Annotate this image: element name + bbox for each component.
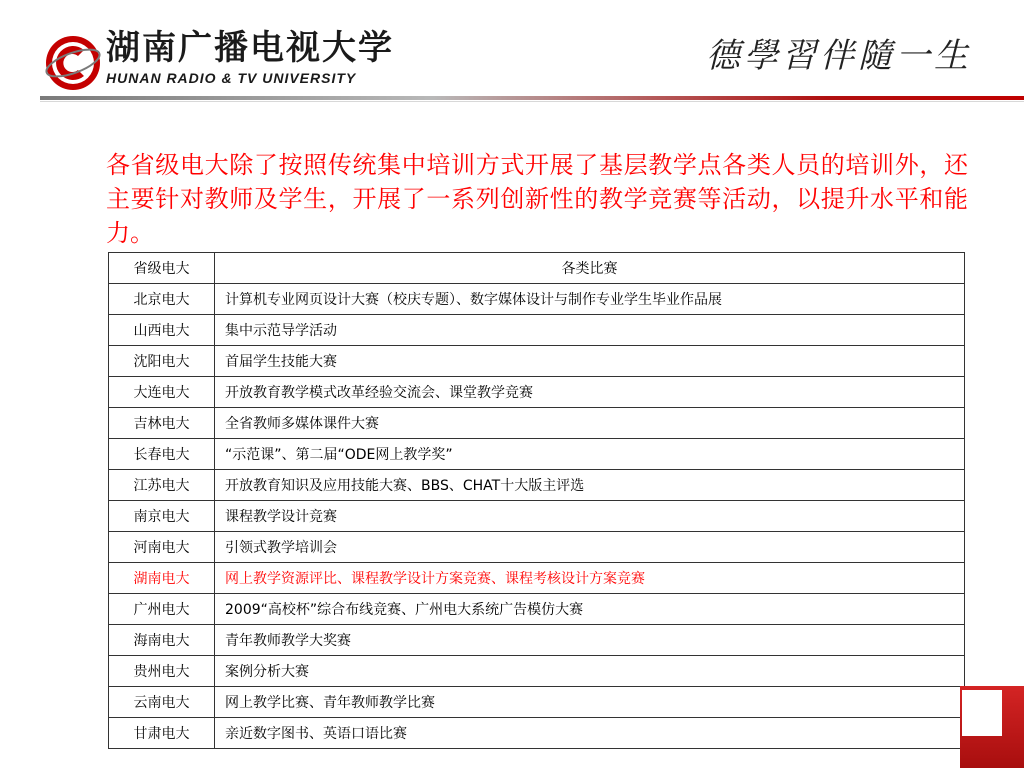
cell-contest: 集中示范导学活动 xyxy=(215,315,965,346)
cell-contest: 计算机专业网页设计大赛（校庆专题）、数字媒体设计与制作专业学生毕业作品展 xyxy=(215,284,965,315)
cell-province: 湖南电大 xyxy=(109,563,215,594)
table-body xyxy=(109,284,965,749)
intro-paragraph: 各省级电大除了按照传统集中培训方式开展了基层教学点各类人员的培训外，还主要针对教师及学生，开展了一系列创新性的教学竞赛等活动，以提升水平和能力。 xyxy=(106,151,968,247)
cell-province: 北京电大 xyxy=(109,284,215,315)
cell-contest: 引领式教学培训会 xyxy=(215,532,965,563)
cell-province: 云南电大 xyxy=(109,687,215,718)
motto-text: 德學習伴隨一生 xyxy=(706,36,972,76)
column-header-province: 省级电大 xyxy=(109,253,215,284)
table-row xyxy=(109,408,965,439)
cell-contest: “示范课”、第二届“ODE网上教学奖” xyxy=(215,439,965,470)
cell-province: 沈阳电大 xyxy=(109,346,215,377)
cell-province: 江苏电大 xyxy=(109,470,215,501)
table-row xyxy=(109,687,965,718)
cell-province: 贵州电大 xyxy=(109,656,215,687)
corner-decoration-inner xyxy=(962,690,1002,736)
cell-province: 海南电大 xyxy=(109,625,215,656)
table-row xyxy=(109,284,965,315)
school-name-en: HUNAN RADIO & TV UNIVERSITY xyxy=(106,70,357,86)
contest-table-container xyxy=(108,252,964,749)
column-header-contest: 各类比赛 xyxy=(215,253,965,284)
table-row xyxy=(109,377,965,408)
cell-province: 广州电大 xyxy=(109,594,215,625)
table-row xyxy=(109,315,965,346)
cell-province: 长春电大 xyxy=(109,439,215,470)
header-divider-thin xyxy=(40,101,1024,102)
slide-header xyxy=(0,0,1024,100)
motto-banner xyxy=(698,22,972,88)
cell-contest: 案例分析大赛 xyxy=(215,656,965,687)
table-row xyxy=(109,501,965,532)
table-row xyxy=(109,470,965,501)
cell-contest: 首届学生技能大赛 xyxy=(215,346,965,377)
cell-province: 河南电大 xyxy=(109,532,215,563)
cell-contest: 亲近数字图书、英语口语比赛 xyxy=(215,718,965,749)
table-header-row xyxy=(109,253,965,284)
header-divider xyxy=(40,96,1024,100)
cell-contest: 课程教学设计竞赛 xyxy=(215,501,965,532)
cell-contest: 青年教师教学大奖赛 xyxy=(215,625,965,656)
cell-contest: 网上教学比赛、青年教师教学比赛 xyxy=(215,687,965,718)
contest-table xyxy=(108,252,965,749)
cell-province: 山西电大 xyxy=(109,315,215,346)
table-row xyxy=(109,718,965,749)
table-row xyxy=(109,656,965,687)
cell-contest: 网上教学资源评比、课程教学设计方案竞赛、课程考核设计方案竞赛 xyxy=(215,563,965,594)
table-row xyxy=(109,532,965,563)
table-row xyxy=(109,563,965,594)
school-name-cn: 湖南广播电视大学 xyxy=(106,28,394,68)
cell-province: 吉林电大 xyxy=(109,408,215,439)
cell-province: 甘肃电大 xyxy=(109,718,215,749)
table-row xyxy=(109,594,965,625)
cell-contest: 全省教师多媒体课件大赛 xyxy=(215,408,965,439)
cell-province: 大连电大 xyxy=(109,377,215,408)
cell-contest: 开放教育知识及应用技能大赛、BBS、CHAT十大版主评选 xyxy=(215,470,965,501)
table-row xyxy=(109,625,965,656)
cell-contest: 2009“高校杯”综合布线竞赛、广州电大系统广告模仿大赛 xyxy=(215,594,965,625)
table-row xyxy=(109,439,965,470)
table-row xyxy=(109,346,965,377)
cell-contest: 开放教育教学模式改革经验交流会、课堂教学竞赛 xyxy=(215,377,965,408)
cell-province: 南京电大 xyxy=(109,501,215,532)
university-logo-icon xyxy=(44,34,102,92)
